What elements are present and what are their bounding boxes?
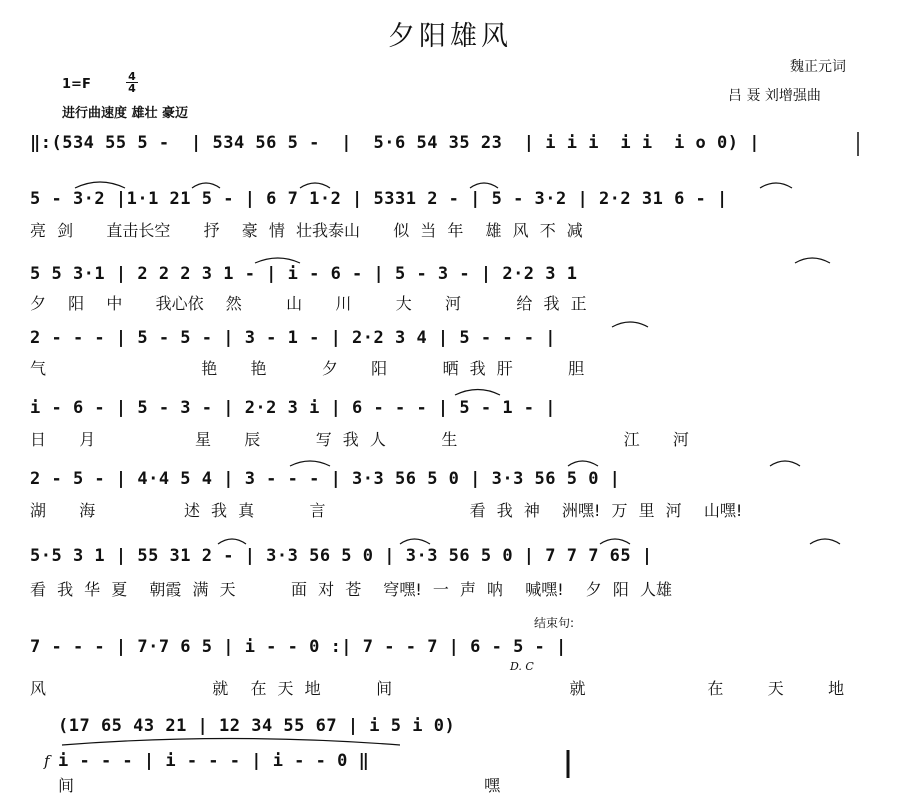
lyrics-row-6: 湖 海 述 我 真 言 看 我 神 洲嘿! 万 里 河 山嘿! bbox=[30, 501, 743, 520]
time-bottom: 4 bbox=[128, 82, 136, 95]
slur-8 bbox=[612, 322, 648, 327]
notes-row-10: i - - - | i - - - | i - - 0 ‖ bbox=[58, 751, 370, 771]
time-top: 4 bbox=[126, 71, 138, 83]
tempo-marking: 进行曲速度 雄壮 豪迈 bbox=[62, 106, 189, 121]
slur-1 bbox=[75, 182, 125, 188]
notes-row-4: 2 - - - | 5 - 5 - | 3 - 1 - | 2·2 3 4 | 5 - - - | bbox=[30, 328, 557, 348]
notes-row-5: i - 6 - | 5 - 3 - | 2·2 3 i | 6 - - - | 5 - 1 - | bbox=[30, 398, 557, 418]
slur-15 bbox=[600, 539, 630, 544]
lyrics-row-8: 风 就 在 天 地 间 就 在 天 地 bbox=[30, 679, 845, 698]
notes-row-1: ‖:(534 55 5 - | 534 56 5 - | 5·6 54 35 23 | i i i i i i o 0) | bbox=[30, 133, 760, 153]
notes-row-8: 7 - - - | 7·7 6 5 | i - - 0 :| 7 - - 7 | 6 - 5 - | bbox=[30, 637, 567, 657]
lyrics-row-2: 亮 剑 直击长空 抒 豪 情 壮我泰山 似 当 年 雄 风 不 减 bbox=[30, 221, 583, 240]
slur-14 bbox=[400, 539, 430, 544]
lyrics-row-4: 气 艳 艳 夕 阳 晒 我 肝 胆 bbox=[30, 359, 585, 378]
slur-6 bbox=[255, 258, 300, 263]
dynamic-marking: f bbox=[44, 752, 50, 770]
end-phrase-label: 结束句: bbox=[534, 616, 575, 630]
key-signature: 1=F bbox=[62, 77, 91, 92]
slur-2 bbox=[192, 183, 220, 188]
composer-credit: 吕 聂 刘增强曲 bbox=[728, 88, 821, 104]
dc-marking: D. C bbox=[510, 660, 534, 673]
lyrics-row-5: 日 月 星 辰 写 我 人 生 江 河 bbox=[30, 430, 689, 449]
slur-16 bbox=[810, 539, 840, 544]
song-title: 夕阳雄风 bbox=[388, 21, 512, 52]
notes-row-7: 5·5 3 1 | 55 31 2 - | 3·3 56 5 0 | 3·3 56 5 0 | 7 7 7 65 | bbox=[30, 546, 653, 566]
lyricist-credit: 魏正元词 bbox=[790, 59, 846, 75]
slur-5 bbox=[760, 183, 792, 188]
slur-11 bbox=[568, 461, 598, 466]
slur-4 bbox=[470, 183, 498, 188]
lyrics-row-10: 间 嘿 bbox=[58, 776, 501, 795]
slur-7 bbox=[795, 258, 830, 263]
slur-17 bbox=[62, 739, 400, 746]
lyrics-row-3: 夕 阳 中 我心依 然 山 川 大 河 给 我 正 bbox=[30, 294, 587, 313]
slur-13 bbox=[218, 539, 246, 544]
notes-row-6: 2 - 5 - | 4·4 5 4 | 3 - - - | 3·3 56 5 0 | 3·3 56 5 0 | bbox=[30, 469, 621, 489]
slur-3 bbox=[300, 183, 330, 188]
lyrics-row-7: 看 我 华 夏 朝霞 满 天 面 对 苍 穹嘿! 一 声 呐 喊嘿! 夕 阳 人雄 bbox=[30, 580, 672, 599]
notes-row-3: 5 5 3·1 | 2 2 2 3 1 - | i - 6 - | 5 - 3 - | 2·2 3 1 bbox=[30, 264, 578, 284]
slur-9 bbox=[455, 390, 500, 396]
slur-12 bbox=[770, 461, 800, 466]
slur-10 bbox=[290, 461, 330, 466]
notes-row-2: 5 - 3·2 |1·1 21 5 - | 6 7 1·2 | 5331 2 - | 5 - 3·2 | 2·2 31 6 - | bbox=[30, 189, 728, 209]
notes-row-9: (17 65 43 21 | 12 34 55 67 | i 5 i 0) bbox=[58, 716, 456, 736]
